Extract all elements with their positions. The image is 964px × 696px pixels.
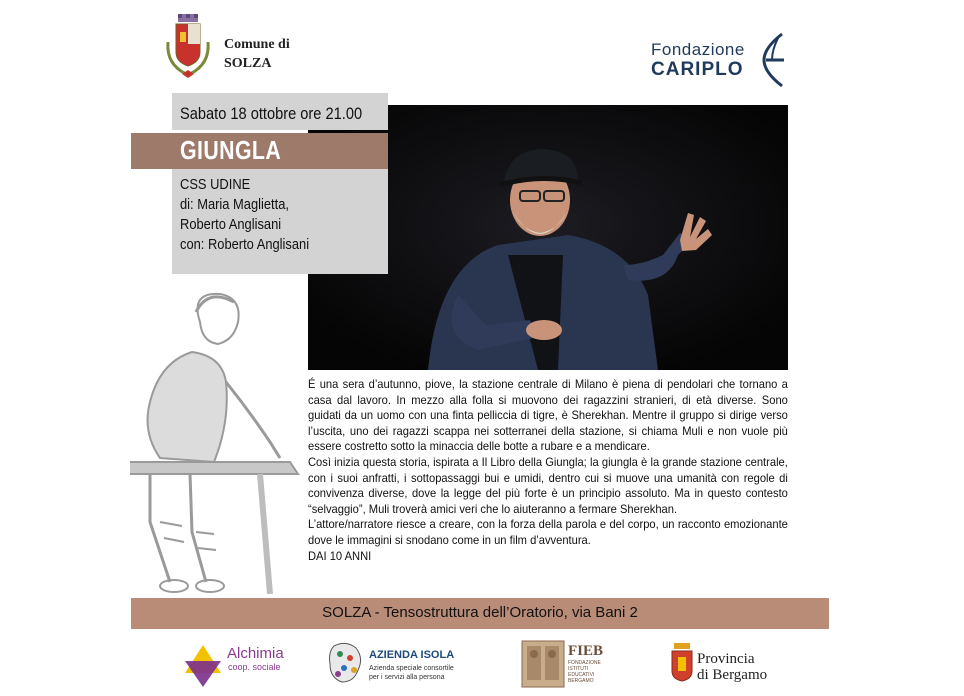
azienda-sub-line2: per i servizi alla persona [369,674,445,681]
comune-line1: Comune di [224,37,290,52]
cast-line: con: Roberto Anglisani [180,236,310,253]
comune-solza-crest-icon [162,12,214,82]
provincia-bergamo-crest-icon [670,641,694,683]
comune-name [224,35,290,73]
azienda-sub-line1: Azienda speciale consortile [369,665,454,672]
fieb-sub-line1: FONDAZIONE [568,660,601,666]
boy-sketch-illustration [130,282,300,594]
provincia-line1: Provincia [697,651,755,667]
company-name: CSS UDINE [180,176,251,193]
fieb-subtitle [568,660,601,684]
fieb-sub-line2: ISTITUTI [568,666,589,672]
description-paragraph-3: L’attore/narratore riesce a creare, con la forza della parola e del corpo, un racconto emozionante dove le immagini si snodano come in un film d’avventura. [308,517,788,547]
event-title: GIUNGLA [180,135,282,165]
description-paragraph-2: Così inizia questa storia, ispirata a Il Libro della Giungla; la giungla è la grande stazione centrale, con i suoi anfratti, i sottopassaggi bui e umidi, dentro cui si muove una umanità con regole di convivenza diverse, dove la legge del più forte è un principio assoluto. Ma in questo contesto “selvaggio”, Muli troverà amici veri che lo aiuteranno a fermare Sherekhan. [308,454,788,516]
azienda-isola-map-icon [326,640,366,686]
cariplo-label: CARIPLO [651,59,744,80]
fieb-sub-line4: BERGAMO [568,678,594,684]
event-description [308,377,788,564]
authors-line2: Roberto Anglisani [180,216,282,233]
azienda-isola-subtitle [369,664,454,682]
fieb-sub-line3: EDUCATIVI [568,672,595,678]
event-credits [180,175,309,255]
alchimia-name: Alchimia [227,645,284,662]
fondazione-cariplo-text [651,41,745,81]
fondazione-label: Fondazione [651,40,745,59]
fieb-name: FIEB [568,643,604,659]
comune-line2: SOLZA [224,56,272,71]
alchimia-subtitle: coop. sociale [228,662,281,672]
authors-line1: di: Maria Maglietta, [180,196,289,213]
provincia-line2: di Bergamo [697,667,768,683]
event-location: SOLZA - Tensostruttura dell’Oratorio, via Bani 2 [322,604,638,621]
provincia-bergamo-name [697,651,767,683]
azienda-isola-name: AZIENDA ISOLA [369,649,455,661]
fieb-emblem-icon [521,640,565,688]
event-date: Sabato 18 ottobre ore 21.00 [180,104,363,123]
description-paragraph-1: É una sera d’autunno, piove, la stazione centrale di Milano è piena di pendolari che tornano a casa dal lavoro. In mezzo alla folla si muovono dei ragazzini stranieri, di età diverse. Sono guidati da un uomo con una finta pelliccia di tigre, è Sherekhan. Mentre il gruppo si dirige verso l’uscita, uno dei ragazzi scappa nei sotterranei della stazione, si chiama Muli e non vuole più essere costretto sotto la minaccia delle botte a rubare e a mendicare. [308,377,788,454]
age-note: DAI 10 ANNI [308,548,372,563]
alchimia-logo-icon [183,643,223,689]
cariplo-logo-icon [760,30,790,90]
